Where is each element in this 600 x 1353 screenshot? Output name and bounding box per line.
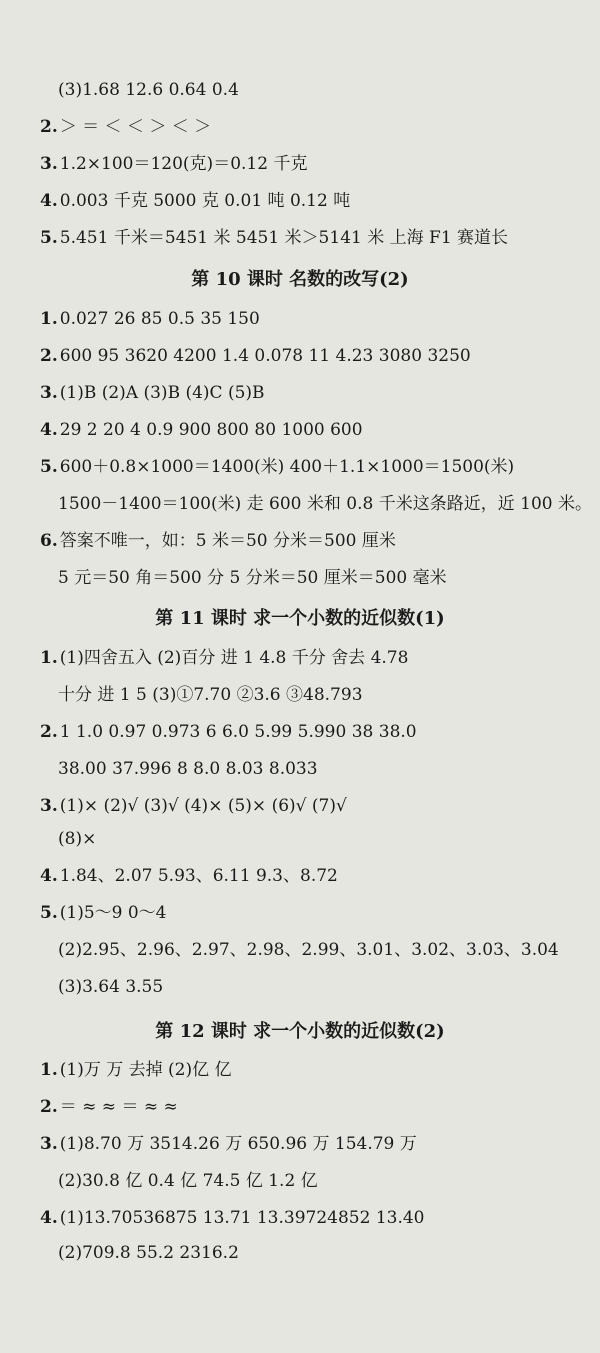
answer-line: 2. ＝ ≈ ≈ ＝ ≈ ≈ [40,1097,178,1117]
answer-line: 5. 5.451 千米＝5451 米 5451 米＞5141 米 上海 F1 赛道长 [40,228,509,248]
answer-line: 38.00 37.996 8 8.0 8.03 8.033 [58,759,318,779]
answer-line: 4. 29 2 20 4 0.9 900 800 80 1000 600 [40,420,363,440]
answer-line: 4. 1.84、2.07 5.93、6.11 9.3、8.72 [40,866,338,886]
answer-line: 3. (1)× (2)√ (3)√ (4)× (5)× (6)√ (7)√ [40,796,347,816]
section-heading: 第 11 课时 求一个小数的近似数(1) [155,608,445,629]
answer-line: 2. 600 95 3620 4200 1.4 0.078 11 4.23 3080 3250 [40,346,471,366]
answer-line: 2. 1 1.0 0.97 0.973 6 6.0 5.99 5.990 38 38.0 [40,722,417,742]
answer-line: (3)3.64 3.55 [58,977,164,997]
answer-line: 4. (1)13.70536875 13.71 13.39724852 13.40 [40,1208,425,1228]
answer-line: 十分 进 1 5 (3)①7.70 ②3.6 ③48.793 [58,685,363,705]
answer-line: 5. 600＋0.8×1000＝1400(米) 400＋1.1×1000＝1500(米) [40,457,515,477]
answer-line: 4. 0.003 千克 5000 克 0.01 吨 0.12 吨 [40,191,351,211]
answer-line: 2. ＞ ＝ ＜ ＜ ＞ ＜ ＞ [40,117,212,137]
answer-line: (2)2.95、2.96、2.97、2.98、2.99、3.01、3.02、3.03、3.04 [58,940,559,960]
answer-line: (3)1.68 12.6 0.64 0.4 [58,80,239,100]
answer-line: 5 元＝50 角＝500 分 5 分米＝50 厘米＝500 毫米 [58,568,447,588]
answer-line: (2)30.8 亿 0.4 亿 74.5 亿 1.2 亿 [58,1171,318,1191]
answer-line: 5. (1)5～9 0～4 [40,903,167,923]
answer-line: 1. (1)四舍五入 (2)百分 进 1 4.8 千分 舍去 4.78 [40,648,409,668]
section-heading: 第 10 课时 名数的改写(2) [191,269,409,290]
answer-line: 1500－1400＝100(米) 走 600 米和 0.8 千米这条路近，近 100 米。 [58,494,592,514]
answer-line: 6. 答案不唯一，如：5 米＝50 分米＝500 厘米 [40,531,396,551]
answer-line: 1. 0.027 26 85 0.5 35 150 [40,309,260,329]
answer-line: (8)× [58,829,97,849]
answer-line: (2)709.8 55.2 2316.2 [58,1243,239,1263]
section-heading: 第 12 课时 求一个小数的近似数(2) [155,1021,445,1042]
answer-line: 3. (1)B (2)A (3)B (4)C (5)B [40,383,265,403]
answer-line: 3. 1.2×100＝120(克)＝0.12 千克 [40,154,308,174]
answer-line: 3. (1)8.70 万 3514.26 万 650.96 万 154.79 万 [40,1134,417,1154]
answer-line: 1. (1)万 万 去掉 (2)亿 亿 [40,1060,232,1080]
